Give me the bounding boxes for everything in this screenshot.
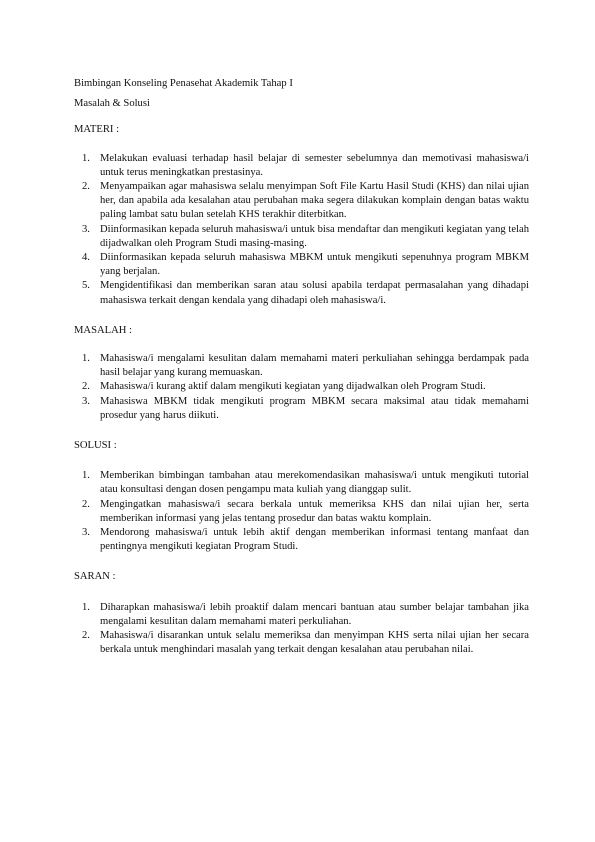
list-number: 2.: [82, 181, 90, 193]
list-item: [74, 601, 529, 629]
list-text: Mengidentifikasi dan memberikan saran atau solusi apabila terdapat permasalahan yang dihadapi mahasiswa terkait dengan kendala yang dihadapi oleh mahasiswa/i.: [100, 280, 529, 306]
list-number: 2.: [82, 381, 90, 393]
list-item: [74, 223, 529, 251]
list-text: Mahasiswa/i disarankan untuk selalu memeriksa dan menyimpan KHS serta nilai ujian her secara berkala untuk menghindari masalah yang terkait dengan kesalahan atau perubahan nilai.: [100, 630, 529, 656]
list-item: [74, 469, 529, 497]
list-text: Diinformasikan kepada seluruh mahasiswa/i untuk bisa mendaftar dan mengikuti kegiatan yang telah dijadwalkan oleh Program Studi masing-masing.: [100, 223, 529, 249]
section-solusi: [74, 439, 529, 554]
list-text: Mendorong mahasiswa/i untuk lebih aktif dengan memberikan informasi tentang manfaat dan pentingnya mengikuti kegiatan Program Studi.: [100, 527, 529, 553]
section-masalah: [74, 324, 529, 423]
list-item: [74, 526, 529, 554]
masalah-list: [74, 352, 529, 423]
list-number: 5.: [82, 280, 90, 292]
saran-list: [74, 601, 529, 658]
list-text: Memberikan bimbingan tambahan atau merekomendasikan mahasiswa/i untuk mengikuti tutorial atau konsultasi dengan dosen pengampu mata kuliah yang dianggap sulit.: [100, 470, 529, 496]
document-page: [74, 77, 529, 674]
list-item: [74, 279, 529, 307]
list-number: 1.: [82, 353, 90, 365]
list-number: 4.: [82, 252, 90, 264]
list-number: 1.: [82, 470, 90, 482]
list-item: [74, 395, 529, 423]
document-subtitle: Masalah & Solusi: [74, 98, 150, 110]
materi-list: [74, 152, 529, 308]
list-item: [74, 629, 529, 657]
section-heading-masalah: MASALAH :: [74, 324, 132, 336]
list-number: 3.: [82, 527, 90, 539]
list-text: Mahasiswa MBKM tidak mengikuti program MBKM secara maksimal atau tidak memahami prosedur yang harus diikuti.: [100, 395, 529, 421]
list-text: Melakukan evaluasi terhadap hasil belajar di semester sebelumnya dan memotivasi mahasiswa/i untuk terus meningkatkan prestasinya.: [100, 152, 529, 178]
list-item: [74, 380, 529, 394]
list-text: Mengingatkan mahasiswa/i secara berkala untuk memeriksa KHS dan nilai ujian her, serta memberikan informasi yang jelas tentang prosedur dan batas waktu komplain.: [100, 498, 529, 524]
list-text: Menyampaikan agar mahasiswa selalu menyimpan Soft File Kartu Hasil Studi (KHS) dan nilai ujian her, dan apabila ada kesalahan atau perubahan maka segera dilakukan komplain dengan batas waktu paling lambat satu bulan setelah KHS terakhir diterbitkan.: [100, 181, 529, 221]
list-text: Mahasiswa/i kurang aktif dalam mengikuti kegiatan yang dijadwalkan oleh Program Studi.: [100, 381, 486, 393]
list-text: Mahasiswa/i mengalami kesulitan dalam memahami materi perkuliahan sehingga berdampak pada hasil belajar yang kurang memuaskan.: [100, 353, 529, 379]
list-text: Diinformasikan kepada seluruh mahasiswa MBKM untuk mengikuti sepenuhnya program MBKM yang berjalan.: [100, 252, 529, 278]
solusi-list: [74, 469, 529, 554]
list-number: 3.: [82, 223, 90, 235]
list-number: 2.: [82, 498, 90, 510]
section-saran: [74, 570, 529, 657]
list-item: [74, 352, 529, 380]
document-title: Bimbingan Konseling Penasehat Akademik Tahap I: [74, 78, 293, 89]
list-item: [74, 180, 529, 223]
section-materi: [74, 123, 529, 307]
list-number: 1.: [82, 152, 90, 164]
list-text: Diharapkan mahasiswa/i lebih proaktif dalam mencari bantuan atau sumber belajar tambahan jika mengalami kesulitan dalam memahami materi perkuliahan.: [100, 601, 529, 627]
section-heading-materi: MATERI :: [74, 124, 120, 136]
list-item: [74, 251, 529, 279]
list-number: 1.: [82, 601, 90, 613]
list-number: 3.: [82, 395, 90, 407]
section-heading-solusi: SOLUSI :: [74, 440, 117, 452]
list-number: 2.: [82, 630, 90, 642]
section-heading-saran: SARAN :: [74, 571, 116, 583]
list-item: [74, 152, 529, 180]
list-item: [74, 498, 529, 526]
